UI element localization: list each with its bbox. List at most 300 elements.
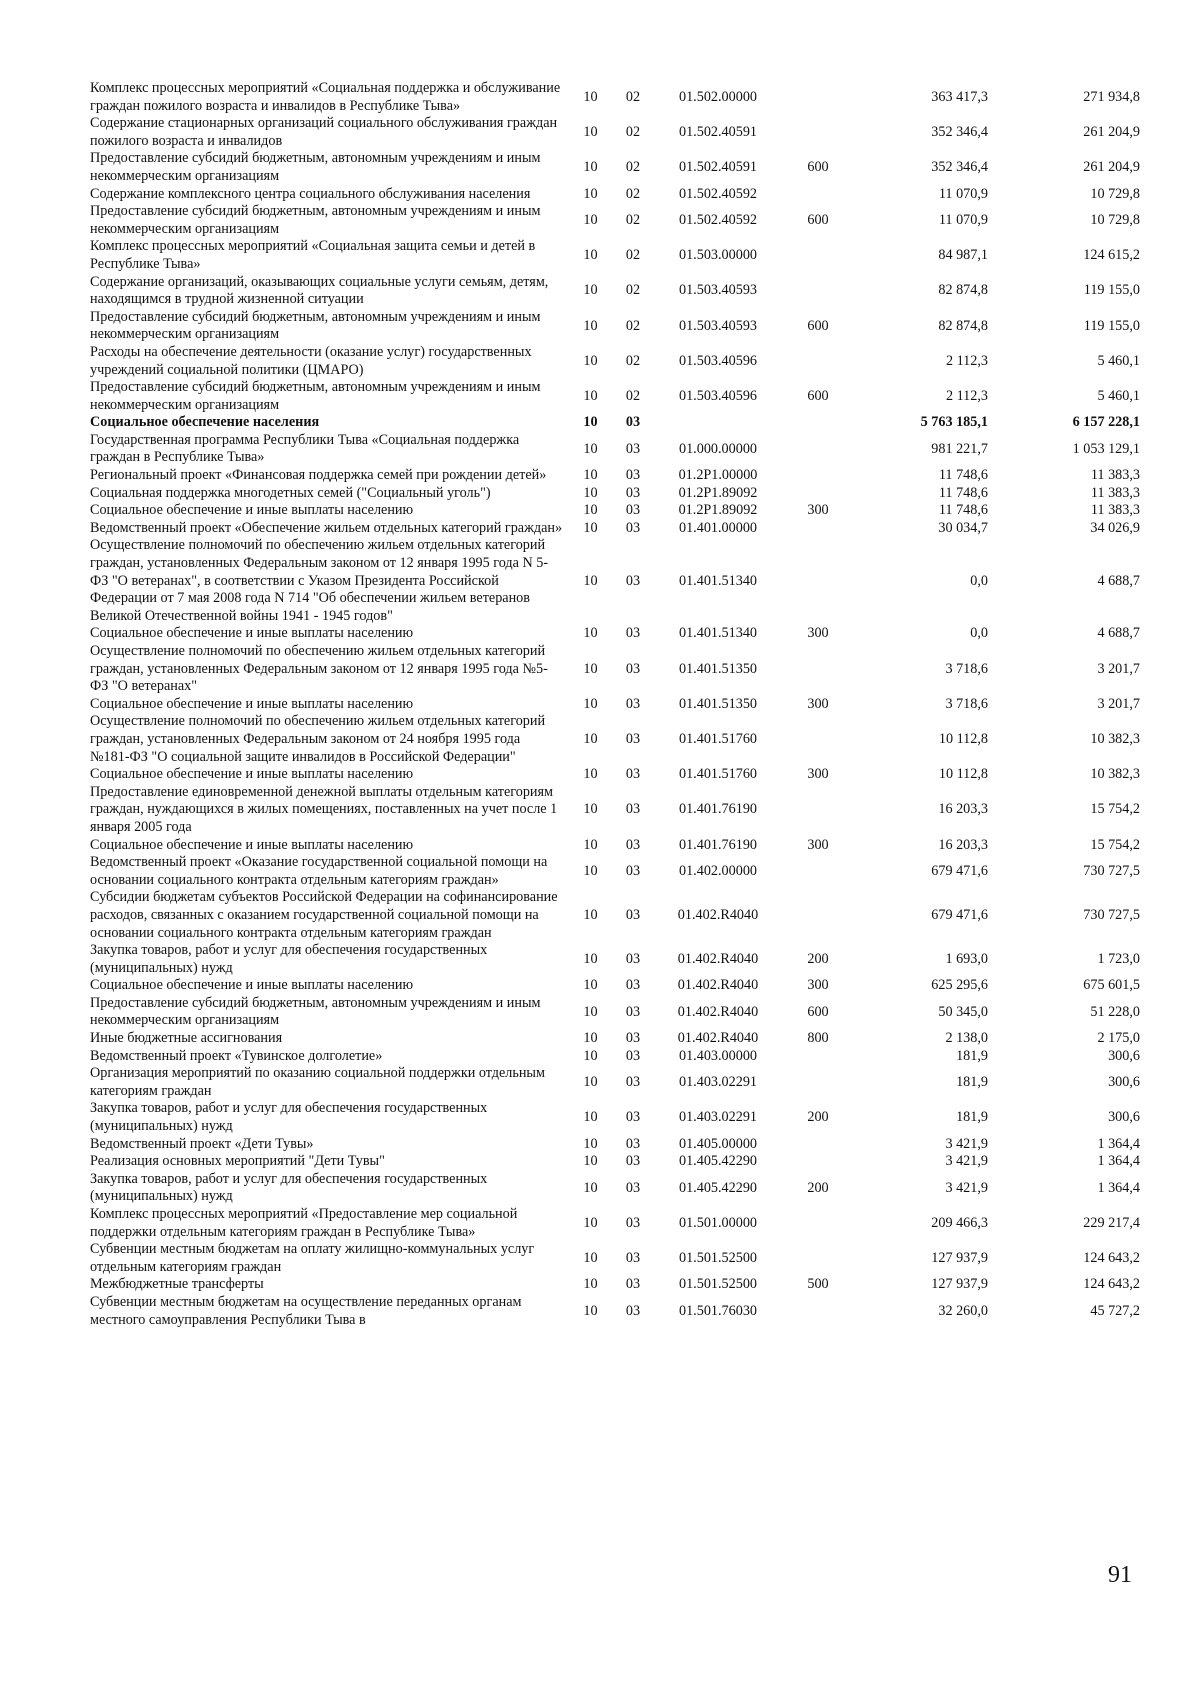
row-amount-year-1: 10 112,8	[938, 766, 988, 783]
row-name: Комплекс процессных мероприятий «Социальная защита семьи и детей в Республике Тыва»	[90, 238, 536, 272]
row-name: Социальное обеспечение и иные выплаты населению	[90, 977, 414, 994]
row-target-article-code: 01.405.00000	[678, 1135, 758, 1152]
row-amount-year-2: 300,6	[1108, 1047, 1140, 1064]
row-amount-year-2: 300,6	[1108, 1109, 1140, 1126]
row-name: Межбюджетные трансферты	[90, 1276, 264, 1293]
row-name: Закупка товаров, работ и услуг для обеспечения государственных (муниципальных) нужд	[90, 1170, 488, 1205]
row-expense-type-code	[788, 713, 848, 766]
row-subsection-code: 03	[625, 906, 641, 923]
row-expense-type-code	[788, 238, 848, 273]
row-subsection-code: 02	[625, 88, 641, 105]
row-name: Закупка товаров, работ и услуг для обеспечения государственных (муниципальных) нужд	[90, 942, 488, 976]
row-subsection-code: 03	[625, 862, 641, 879]
row-name: Субвенции местным бюджетам на осуществление переданных органам местного самоуправления Республики Тыва в	[90, 1293, 522, 1328]
row-name: Предоставление субсидий бюджетным, автономным учреждениям и иным некоммерческим организациям	[90, 994, 541, 1029]
row-subsection-code: 03	[625, 502, 641, 519]
row-target-article-code: 01.402.R4040	[677, 977, 759, 994]
row-amount-year-1: 352 346,4	[931, 159, 988, 176]
row-expense-type-code	[788, 414, 848, 432]
row-section-code: 10	[583, 1003, 598, 1020]
row-amount-year-1: 16 203,3	[938, 801, 988, 818]
row-name: Ведомственный проект «Дети Тувы»	[90, 1135, 314, 1152]
row-subsection-code: 03	[625, 440, 641, 457]
row-target-article-code: 01.503.40596	[678, 352, 758, 369]
row-expense-type-code: 200	[807, 950, 829, 967]
row-name: Ведомственный проект «Оказание государственной социальной помощи на основании социального контракта отдельным категориям граждан»	[90, 854, 548, 888]
row-amount-year-1: 625 295,6	[931, 977, 988, 994]
row-amount-year-2: 1 723,0	[1097, 950, 1140, 967]
row-expense-type-code	[788, 1153, 848, 1171]
row-target-article-code: 01.402.R4040	[677, 1030, 759, 1047]
row-section-code: 10	[583, 1214, 598, 1231]
table-row	[90, 502, 1140, 520]
table-row	[90, 150, 1140, 185]
row-amount-year-1: 5 763 185,1	[920, 414, 988, 431]
row-target-article-code: 01.403.00000	[678, 1047, 758, 1064]
row-amount-year-2: 10 382,3	[1090, 766, 1140, 783]
row-name: Осуществление полномочий по обеспечению жильем отдельных категорий граждан, установленных Федеральным законом от 12 января 1995 года №5-ФЗ "О ветеранах"	[90, 643, 548, 695]
row-subsection-code: 03	[625, 836, 641, 853]
row-amount-year-2: 5 460,1	[1097, 387, 1140, 404]
row-target-article-code: 01.405.42290	[678, 1153, 758, 1170]
row-name: Иные бюджетные ассигнования	[90, 1030, 283, 1047]
row-section-code: 10	[583, 1135, 598, 1152]
table-row	[90, 309, 1140, 344]
row-expense-type-code: 200	[807, 1109, 829, 1126]
row-subsection-code: 03	[625, 730, 641, 747]
row-subsection-code: 03	[625, 695, 641, 712]
row-amount-year-1: 181,9	[956, 1047, 988, 1064]
table-row	[90, 379, 1140, 414]
row-expense-type-code	[788, 1241, 848, 1276]
row-subsection-code: 02	[625, 247, 641, 264]
row-expense-type-code	[788, 186, 848, 204]
row-section-code: 10	[583, 88, 598, 105]
row-target-article-code: 01.402.R4040	[677, 1003, 759, 1020]
row-amount-year-1: 3 718,6	[945, 695, 988, 712]
row-amount-year-2: 124 643,2	[1083, 1249, 1140, 1266]
table-row	[90, 1136, 1140, 1154]
row-expense-type-code: 600	[807, 211, 829, 228]
row-target-article-code: 01.2P1.89092	[678, 502, 758, 519]
table-row	[90, 784, 1140, 837]
row-name: Осуществление полномочий по обеспечению жильем отдельных категорий граждан, установленных Федеральным законом от 12 января 1995 года N 5-ФЗ "О ветеранах", в соответствии с Указом Президента Российской Федерации от 7 мая 2008 года N 714 "Об обеспечении жильем ветеранов Великой Отечественной войны 1941 - 1945 годов"	[90, 537, 549, 624]
row-subsection-code: 02	[625, 352, 641, 369]
row-amount-year-2: 261 204,9	[1083, 123, 1140, 140]
row-amount-year-1: 127 937,9	[931, 1276, 988, 1293]
row-name: Осуществление полномочий по обеспечению жильем отдельных категорий граждан, установленных Федеральным законом от 24 ноября 1995 года №181-ФЗ "О социальной защите инвалидов в Российской Федерации"	[90, 713, 546, 765]
row-target-article-code: 01.503.00000	[678, 247, 758, 264]
row-amount-year-1: 3 718,6	[945, 660, 988, 677]
table-row	[90, 1048, 1140, 1066]
row-subsection-code: 03	[625, 1153, 641, 1170]
row-target-article-code: 01.401.51760	[678, 766, 758, 783]
row-amount-year-1: 981 221,7	[931, 440, 988, 457]
row-amount-year-2: 261 204,9	[1083, 159, 1140, 176]
row-expense-type-code	[788, 1136, 848, 1154]
row-subsection-code: 03	[625, 801, 641, 818]
row-amount-year-2: 45 727,2	[1090, 1302, 1140, 1319]
row-amount-year-2: 11 383,3	[1090, 502, 1140, 519]
row-subsection-code: 03	[625, 519, 641, 536]
row-name: Расходы на обеспечение деятельности (оказание услуг) государственных учреждений социальной политики (ЦМАРО)	[90, 343, 532, 378]
row-target-article-code: 01.503.40593	[678, 282, 758, 299]
row-section-code: 10	[583, 1030, 598, 1047]
row-section-code: 10	[583, 159, 598, 176]
row-name: Субсидии бюджетам субъектов Российской Федерации на софинансирование расходов, связанных с оказанием государственной социальной помощи на основании социального контракта отдельным категориям граждан	[90, 889, 558, 941]
table-row	[90, 942, 1140, 977]
table-row	[90, 1241, 1140, 1276]
row-expense-type-code	[788, 1206, 848, 1241]
row-amount-year-1: 1 693,0	[945, 950, 988, 967]
table-row	[90, 414, 1140, 432]
row-amount-year-1: 82 874,8	[938, 282, 988, 299]
row-amount-year-2: 51 228,0	[1090, 1003, 1140, 1020]
row-subsection-code: 03	[625, 484, 641, 501]
row-subsection-code: 02	[625, 211, 641, 228]
row-amount-year-1: 11 748,6	[938, 502, 988, 519]
row-amount-year-1: 181,9	[956, 1074, 988, 1091]
row-section-code: 10	[583, 1047, 598, 1064]
row-name: Предоставление субсидий бюджетным, автономным учреждениям и иным некоммерческим организациям	[90, 379, 541, 413]
row-subsection-code: 03	[625, 414, 641, 431]
row-amount-year-2: 675 601,5	[1083, 977, 1140, 994]
row-section-code: 10	[583, 862, 598, 879]
row-subsection-code: 03	[625, 1074, 641, 1091]
table-row	[90, 467, 1140, 485]
row-amount-year-1: 11 070,9	[938, 211, 988, 228]
row-expense-type-code: 300	[807, 502, 829, 519]
row-subsection-code: 02	[625, 159, 641, 176]
row-section-code: 10	[583, 211, 598, 228]
row-name: Социальное обеспечение и иные выплаты населению	[90, 625, 414, 642]
row-name: Организация мероприятий по оказанию социальной поддержки отдельным категориям граждан	[90, 1065, 545, 1099]
row-subsection-code: 03	[625, 1030, 641, 1047]
table-row	[90, 1276, 1140, 1294]
row-amount-year-2: 1 053 129,1	[1072, 440, 1140, 457]
page-number: 91	[1108, 1562, 1132, 1588]
row-section-code: 10	[583, 1153, 598, 1170]
row-section-code: 10	[583, 801, 598, 818]
table-row	[90, 238, 1140, 273]
row-amount-year-2: 11 383,3	[1090, 467, 1140, 484]
row-amount-year-2: 1 364,4	[1097, 1179, 1140, 1196]
row-subsection-code: 03	[625, 1302, 641, 1319]
row-amount-year-1: 50 345,0	[938, 1003, 988, 1020]
row-target-article-code: 01.401.51760	[678, 730, 758, 747]
row-subsection-code: 03	[625, 625, 641, 642]
row-section-code: 10	[583, 414, 598, 431]
table-row	[90, 1153, 1140, 1171]
row-amount-year-1: 32 260,0	[938, 1302, 988, 1319]
row-amount-year-2: 10 729,8	[1090, 185, 1140, 202]
row-amount-year-2: 5 460,1	[1097, 352, 1140, 369]
row-amount-year-2: 4 688,7	[1097, 625, 1140, 642]
row-amount-year-1: 30 034,7	[938, 519, 988, 536]
row-name: Закупка товаров, работ и услуг для обеспечения государственных (муниципальных) нужд	[90, 1100, 488, 1135]
budget-table-body	[90, 80, 1140, 1329]
row-section-code: 10	[583, 484, 598, 501]
row-section-code: 10	[583, 519, 598, 536]
row-name: Региональный проект «Финансовая поддержка семей при рождении детей»	[90, 467, 547, 484]
row-expense-type-code	[788, 1065, 848, 1100]
row-expense-type-code: 600	[807, 387, 829, 404]
row-amount-year-1: 82 874,8	[938, 317, 988, 334]
row-subsection-code: 03	[625, 1003, 641, 1020]
row-subsection-code: 02	[625, 317, 641, 334]
row-target-article-code: 01.502.00000	[678, 88, 758, 105]
row-subsection-code: 03	[625, 950, 641, 967]
row-amount-year-2: 1 364,4	[1097, 1135, 1140, 1152]
row-section-code: 10	[583, 836, 598, 853]
row-name: Предоставление субсидий бюджетным, автономным учреждениям и иным некоммерческим организациям	[90, 308, 541, 343]
table-row	[90, 766, 1140, 784]
row-target-article-code: 01.501.52500	[678, 1276, 758, 1293]
row-expense-type-code	[788, 80, 848, 115]
row-target-article-code: 01.401.76190	[678, 801, 758, 818]
row-expense-type-code: 300	[807, 695, 829, 712]
row-subsection-code: 03	[625, 766, 641, 783]
row-amount-year-1: 2 112,3	[945, 352, 988, 369]
row-subsection-code: 02	[625, 185, 641, 202]
row-name: Социальное обеспечение и иные выплаты населению	[90, 766, 414, 783]
row-target-article-code: 01.502.40592	[678, 185, 758, 202]
row-expense-type-code	[788, 784, 848, 837]
row-target-article-code: 01.402.R4040	[677, 950, 759, 967]
row-subsection-code: 03	[625, 1179, 641, 1196]
row-section-code: 10	[583, 387, 598, 404]
row-target-article-code: 01.503.40593	[678, 317, 758, 334]
row-section-code: 10	[583, 123, 598, 140]
row-amount-year-1: 2 112,3	[945, 387, 988, 404]
table-row	[90, 485, 1140, 503]
row-name: Социальное обеспечение и иные выплаты населению	[90, 695, 414, 712]
row-name: Субвенции местным бюджетам на оплату жилищно-коммунальных услуг отдельным категориям граждан	[90, 1241, 535, 1275]
row-amount-year-2: 11 383,3	[1090, 484, 1140, 501]
table-row	[90, 643, 1140, 696]
row-amount-year-1: 181,9	[956, 1109, 988, 1126]
row-amount-year-2: 119 155,0	[1083, 317, 1140, 334]
row-target-article-code: 01.2P1.89092	[678, 484, 758, 501]
row-expense-type-code: 800	[807, 1030, 829, 1047]
row-expense-type-code: 500	[807, 1276, 829, 1293]
row-amount-year-2: 10 729,8	[1090, 211, 1140, 228]
row-target-article-code: 01.502.40591	[678, 123, 758, 140]
row-section-code: 10	[583, 906, 598, 923]
row-amount-year-1: 209 466,3	[931, 1214, 988, 1231]
row-target-article-code: 01.401.51340	[678, 625, 758, 642]
row-name: Комплекс процессных мероприятий «Предоставление мер социальной поддержки отдельным категориям граждан в Республике Тыва»	[90, 1206, 518, 1240]
row-name: Предоставление единовременной денежной выплаты отдельным категориям граждан, нуждающихся в жилых помещениях, поставленных на учет после 1 января 2005 года	[90, 783, 558, 835]
row-amount-year-1: 11 070,9	[938, 185, 988, 202]
row-amount-year-2: 119 155,0	[1083, 282, 1140, 299]
row-expense-type-code	[788, 274, 848, 309]
row-subsection-code: 03	[625, 1109, 641, 1126]
table-row	[90, 1294, 1140, 1329]
budget-table	[90, 80, 1140, 1329]
table-row	[90, 1206, 1140, 1241]
row-subsection-code: 03	[625, 1276, 641, 1293]
row-section-code: 10	[583, 1302, 598, 1319]
row-section-code: 10	[583, 502, 598, 519]
row-target-article-code: 01.2P1.00000	[678, 467, 758, 484]
table-row	[90, 889, 1140, 942]
row-section-code: 10	[583, 317, 598, 334]
row-name: Социальное обеспечение и иные выплаты населению	[90, 502, 414, 519]
table-row	[90, 1030, 1140, 1048]
row-section-code: 10	[583, 625, 598, 642]
row-expense-type-code	[788, 520, 848, 538]
table-row	[90, 713, 1140, 766]
table-row	[90, 115, 1140, 150]
row-amount-year-1: 11 748,6	[938, 484, 988, 501]
row-target-article-code: 01.000.00000	[678, 440, 758, 457]
row-target-article-code: 01.503.40596	[678, 387, 758, 404]
row-target-article-code: 01.401.51350	[678, 695, 758, 712]
row-expense-type-code: 300	[807, 766, 829, 783]
row-name: Предоставление субсидий бюджетным, автономным учреждениям и иным некоммерческим организациям	[90, 203, 541, 237]
row-section-code: 10	[583, 1249, 598, 1266]
row-expense-type-code: 600	[807, 159, 829, 176]
row-amount-year-2: 34 026,9	[1090, 519, 1140, 536]
row-amount-year-2: 1 364,4	[1097, 1153, 1140, 1170]
row-section-code: 10	[583, 352, 598, 369]
row-name: Содержание организаций, оказывающих социальные услуги семьям, детям, находящимся в трудной жизненной ситуации	[90, 273, 549, 308]
row-name: Содержание стационарных организаций социального обслуживания граждан пожилого возраста и инвалидов	[90, 115, 558, 149]
row-target-article-code: 01.405.42290	[678, 1179, 758, 1196]
row-target-article-code: 01.401.51340	[678, 572, 758, 589]
table-row	[90, 80, 1140, 115]
row-expense-type-code: 600	[807, 317, 829, 334]
row-section-code: 10	[583, 1074, 598, 1091]
table-row	[90, 995, 1140, 1030]
row-expense-type-code	[788, 467, 848, 485]
row-expense-type-code	[788, 432, 848, 467]
row-section-code: 10	[583, 572, 598, 589]
row-amount-year-1: 3 421,9	[945, 1179, 988, 1196]
row-section-code: 10	[583, 660, 598, 677]
row-amount-year-2: 6 157 228,1	[1072, 414, 1140, 431]
row-name: Социальное обеспечение и иные выплаты населению	[90, 836, 414, 853]
row-subsection-code: 03	[625, 1214, 641, 1231]
row-section-code: 10	[583, 1179, 598, 1196]
row-target-article-code: 01.501.00000	[678, 1214, 758, 1231]
row-section-code: 10	[583, 695, 598, 712]
table-row	[90, 1100, 1140, 1135]
row-expense-type-code	[788, 344, 848, 379]
table-row	[90, 625, 1140, 643]
row-amount-year-2: 229 217,4	[1083, 1214, 1140, 1231]
row-expense-type-code: 200	[807, 1179, 829, 1196]
row-amount-year-1: 3 421,9	[945, 1153, 988, 1170]
row-expense-type-code	[788, 537, 848, 625]
row-target-article-code: 01.402.00000	[678, 862, 758, 879]
row-amount-year-2: 15 754,2	[1090, 801, 1140, 818]
row-expense-type-code: 300	[807, 625, 829, 642]
row-name: Ведомственный проект «Тувинское долголетие»	[90, 1047, 383, 1064]
table-row	[90, 696, 1140, 714]
row-name: Предоставление субсидий бюджетным, автономным учреждениям и иным некоммерческим организациям	[90, 150, 541, 184]
table-row	[90, 520, 1140, 538]
row-expense-type-code	[788, 1048, 848, 1066]
row-expense-type-code: 300	[807, 977, 829, 994]
row-amount-year-1: 10 112,8	[938, 730, 988, 747]
row-subsection-code: 03	[625, 660, 641, 677]
row-amount-year-1: 16 203,3	[938, 836, 988, 853]
row-amount-year-1: 2 138,0	[945, 1030, 988, 1047]
table-row	[90, 186, 1140, 204]
row-name: Социальная поддержка многодетных семей ("Социальный уголь")	[90, 484, 491, 501]
row-section-code: 10	[583, 467, 598, 484]
row-expense-type-code	[788, 889, 848, 942]
row-amount-year-2: 300,6	[1108, 1074, 1140, 1091]
row-amount-year-1: 3 421,9	[945, 1135, 988, 1152]
row-amount-year-1: 352 346,4	[931, 123, 988, 140]
row-amount-year-2: 10 382,3	[1090, 730, 1140, 747]
row-section-code: 10	[583, 730, 598, 747]
row-amount-year-1: 679 471,6	[931, 906, 988, 923]
row-name: Ведомственный проект «Обеспечение жильем отдельных категорий граждан»	[90, 519, 563, 536]
table-row	[90, 537, 1140, 625]
table-row	[90, 344, 1140, 379]
row-subsection-code: 02	[625, 387, 641, 404]
row-name: Содержание комплексного центра социального обслуживания населения	[90, 185, 531, 202]
row-target-article-code: 01.502.40592	[678, 211, 758, 228]
row-amount-year-2: 271 934,8	[1083, 88, 1140, 105]
row-target-article-code: 01.401.51350	[678, 660, 758, 677]
row-amount-year-2: 730 727,5	[1083, 862, 1140, 879]
row-subsection-code: 02	[625, 282, 641, 299]
row-expense-type-code: 600	[807, 1003, 829, 1020]
row-expense-type-code: 300	[807, 836, 829, 853]
row-subsection-code: 03	[625, 572, 641, 589]
row-target-article-code: 01.501.52500	[678, 1249, 758, 1266]
row-amount-year-2: 4 688,7	[1097, 572, 1140, 589]
row-amount-year-2: 124 615,2	[1083, 247, 1140, 264]
row-target-article-code: 01.501.76030	[678, 1302, 758, 1319]
row-subsection-code: 02	[625, 123, 641, 140]
row-expense-type-code	[788, 643, 848, 696]
row-section-code: 10	[583, 282, 598, 299]
table-row	[90, 432, 1140, 467]
row-section-code: 10	[583, 1109, 598, 1126]
row-amount-year-2: 3 201,7	[1097, 660, 1140, 677]
row-amount-year-2: 730 727,5	[1083, 906, 1140, 923]
table-row	[90, 274, 1140, 309]
row-expense-type-code	[788, 854, 848, 889]
row-target-article-code: 01.403.02291	[678, 1109, 758, 1126]
row-subsection-code: 03	[625, 977, 641, 994]
table-row	[90, 203, 1140, 238]
row-target-article-code: 01.403.02291	[678, 1074, 758, 1091]
row-subsection-code: 03	[625, 1249, 641, 1266]
row-target-article-code: 01.502.40591	[678, 159, 758, 176]
row-amount-year-1: 84 987,1	[938, 247, 988, 264]
table-row	[90, 977, 1140, 995]
row-amount-year-1: 127 937,9	[931, 1249, 988, 1266]
row-name: Государственная программа Республики Тыва «Социальная поддержка граждан в Республике Тыва»	[90, 431, 520, 466]
row-section-code: 10	[583, 766, 598, 783]
row-section-code: 10	[583, 977, 598, 994]
row-amount-year-1: 0,0	[970, 625, 988, 642]
row-target-article-code: 01.401.76190	[678, 836, 758, 853]
row-amount-year-2: 3 201,7	[1097, 695, 1140, 712]
row-name: Социальное обеспечение населения	[90, 414, 320, 431]
row-section-code: 10	[583, 1276, 598, 1293]
row-section-code: 10	[583, 440, 598, 457]
row-section-code: 10	[583, 247, 598, 264]
row-subsection-code: 03	[625, 1047, 641, 1064]
